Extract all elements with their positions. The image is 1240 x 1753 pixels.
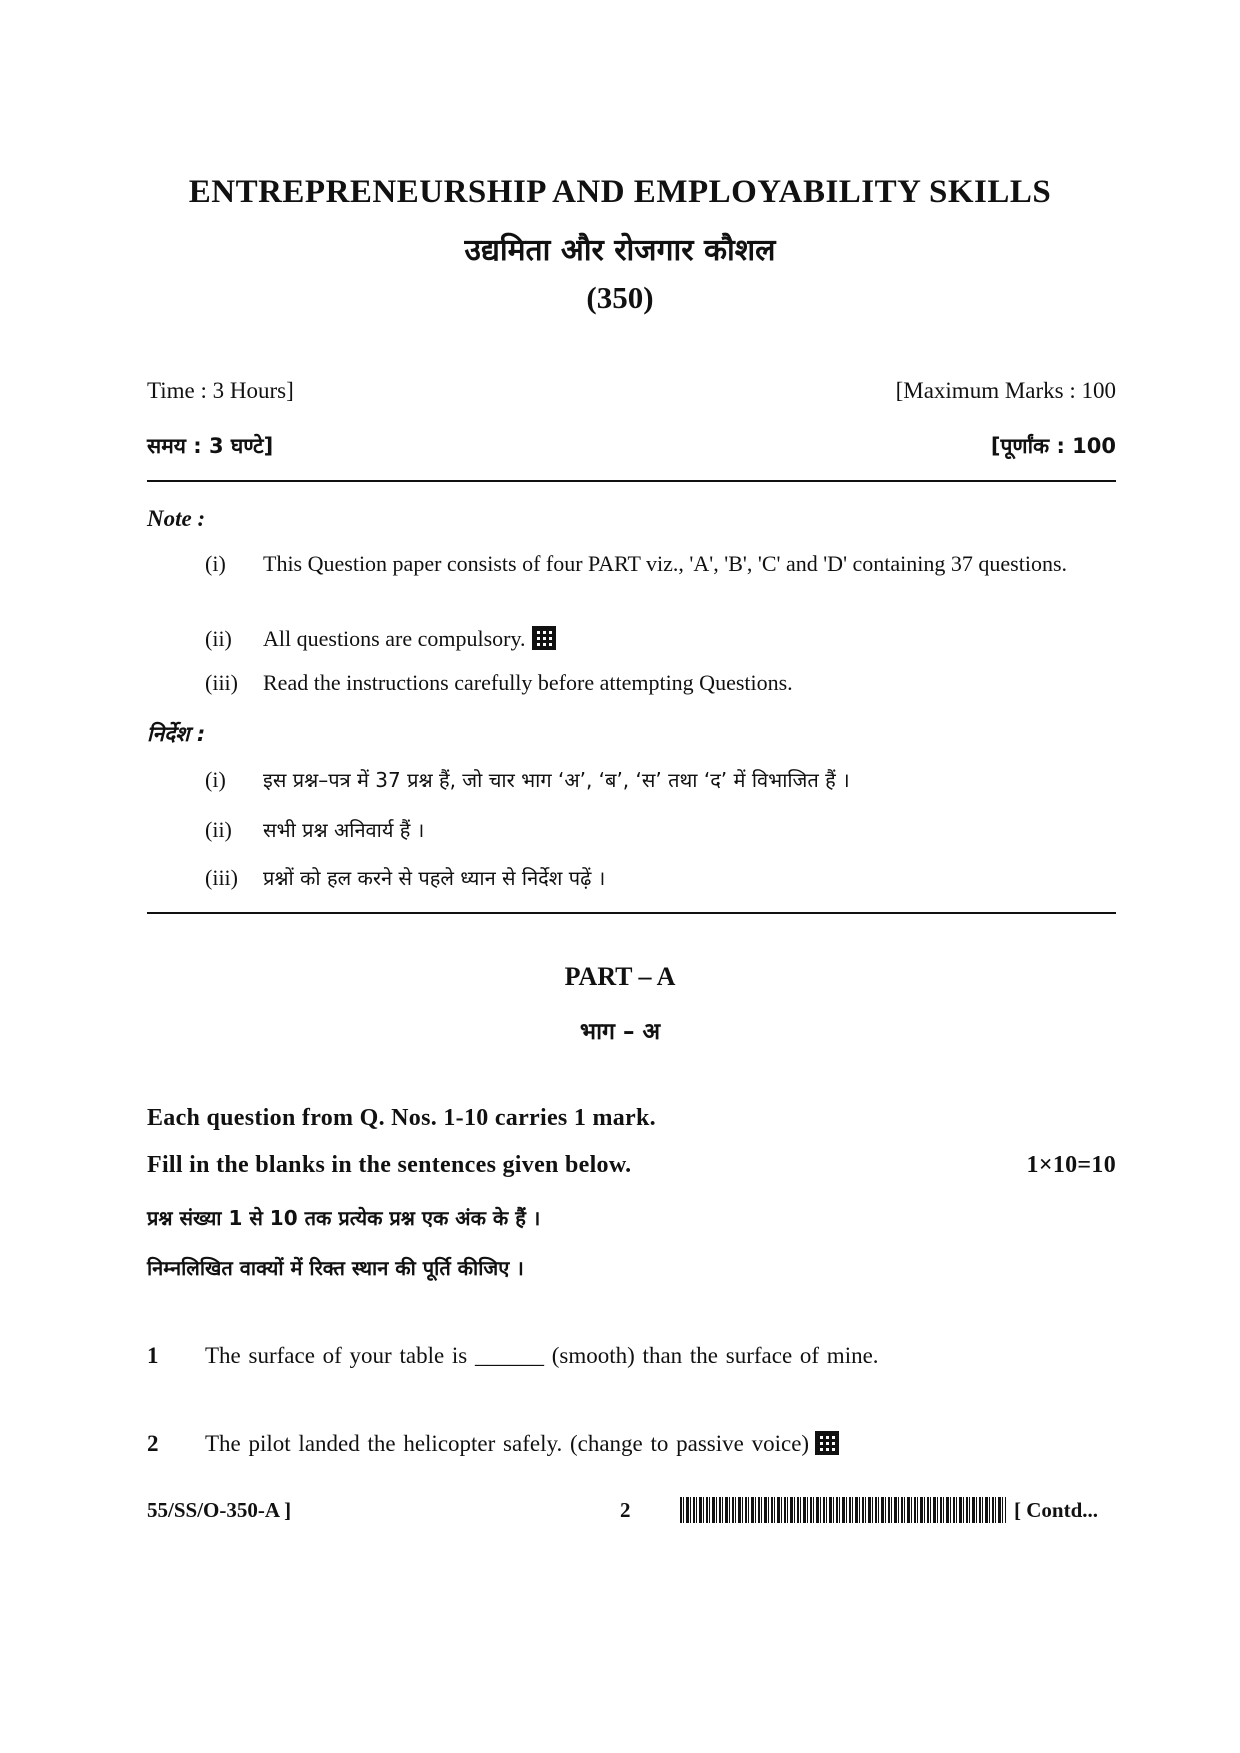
note-heading: Note : bbox=[147, 506, 206, 531]
qr-code-icon bbox=[815, 1431, 839, 1455]
max-marks-label-hindi: [पूर्णांक : 100 bbox=[990, 434, 1116, 458]
barcode-icon bbox=[680, 1497, 1006, 1523]
footer-page-number: 2 bbox=[620, 1498, 631, 1522]
subject-code: (350) bbox=[586, 280, 654, 315]
note-item-number: (i) bbox=[205, 551, 226, 576]
qr-code-icon bbox=[532, 626, 556, 650]
divider-top bbox=[147, 480, 1116, 482]
question-number: 2 bbox=[147, 1431, 159, 1456]
note-item-text: इस प्रश्न–पत्र में 37 प्रश्न हैं, जो चार भाग ‘अ’, ‘ब’, ‘स’ तथा ‘द’ में विभाजित हैं । bbox=[263, 768, 850, 792]
question-number: 1 bbox=[147, 1343, 159, 1368]
instruction-line: Each question from Q. Nos. 1-10 carries 1 mark. bbox=[147, 1105, 656, 1131]
note-item-number: (ii) bbox=[205, 626, 232, 651]
part-heading-hindi: भाग – अ bbox=[579, 1019, 661, 1045]
note-item-number: (ii) bbox=[205, 817, 232, 842]
note-item bbox=[205, 548, 1116, 612]
note-item-number: (iii) bbox=[205, 865, 238, 890]
note-item-text: Read the instructions carefully before attempting Questions. bbox=[263, 670, 793, 695]
footer-contd: [ Contd... bbox=[1014, 1498, 1099, 1522]
part-heading: PART – A bbox=[564, 962, 676, 991]
time-label: Time : 3 Hours] bbox=[147, 378, 294, 403]
footer-paper-code: 55/SS/O-350-A ] bbox=[147, 1498, 292, 1522]
note-item-text: All questions are compulsory. bbox=[263, 626, 526, 651]
instruction-line-hindi: निम्नलिखित वाक्यों में रिक्त स्थान की पूर्ति कीजिए । bbox=[147, 1256, 524, 1280]
divider-bottom bbox=[147, 912, 1116, 914]
note-item-text: सभी प्रश्न अनिवार्य हैं । bbox=[263, 818, 425, 842]
question-text: The pilot landed the helicopter safely. (change to passive voice) bbox=[205, 1431, 810, 1456]
note-heading-hindi: निर्देश : bbox=[147, 722, 206, 746]
max-marks-label: [Maximum Marks : 100 bbox=[895, 378, 1116, 403]
meta-row-hindi bbox=[147, 432, 1116, 460]
question-text: The surface of your table is ______ (smooth) than the surface of mine. bbox=[205, 1343, 879, 1368]
paper-title: ENTREPRENEURSHIP AND EMPLOYABILITY SKILLS bbox=[188, 174, 1052, 210]
note-item-number: (iii) bbox=[205, 670, 238, 695]
time-label-hindi: समय : 3 घण्टे] bbox=[147, 434, 274, 458]
note-item-text: This Question paper consists of four PART viz., 'A', 'B', 'C' and 'D' containing 37 questions. bbox=[263, 551, 1068, 576]
meta-row-english bbox=[147, 378, 1116, 404]
paper-title-hindi: उद्यमिता और रोजगार कौशल bbox=[464, 233, 776, 268]
instruction-line-hindi: प्रश्न संख्या 1 से 10 तक प्रत्येक प्रश्न एक अंक के हैं । bbox=[147, 1206, 541, 1230]
instruction-text: Fill in the blanks in the sentences given below. bbox=[147, 1152, 632, 1178]
instruction-line bbox=[147, 1152, 1116, 1179]
note-item-text: प्रश्नों को हल करने से पहले ध्यान से निर्देश पढ़ें । bbox=[263, 866, 606, 890]
note-item-number: (i) bbox=[205, 767, 226, 792]
section-marks: 1×10=10 bbox=[1026, 1152, 1116, 1178]
